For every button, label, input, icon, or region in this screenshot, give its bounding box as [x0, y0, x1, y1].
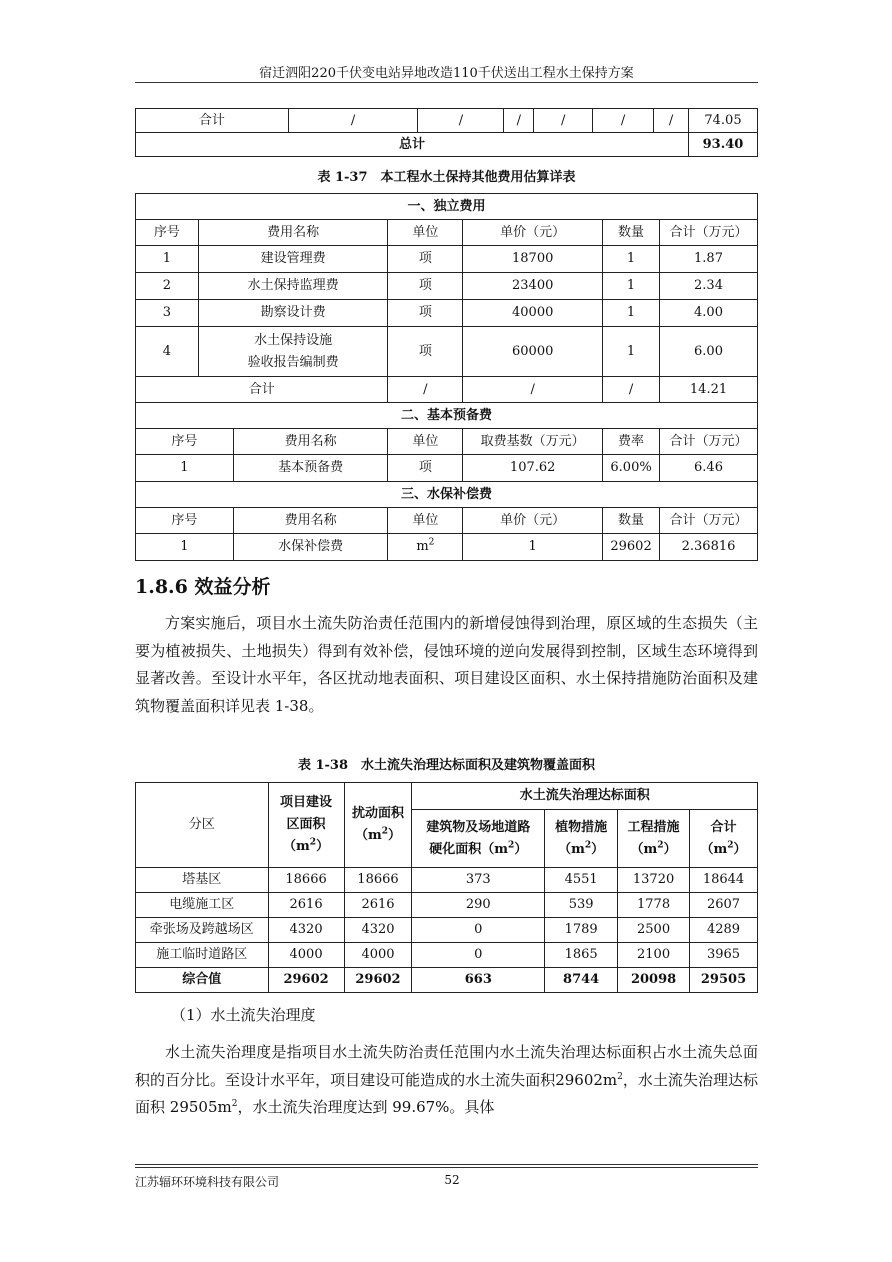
- cell-rate: 6.00%: [603, 455, 660, 482]
- footer-rule: [135, 1167, 758, 1168]
- table-row: [136, 868, 758, 893]
- cell-unit: 项: [388, 327, 463, 377]
- cell-eng: 2500: [618, 918, 690, 943]
- cell-total: 1.87: [660, 246, 758, 273]
- cell-eng: 2100: [618, 943, 690, 968]
- col-header: 单位: [388, 508, 463, 534]
- cell-no: 3: [136, 300, 199, 327]
- slash-cell: /: [534, 109, 593, 133]
- section-compensation: 三、水保补偿费: [136, 482, 758, 508]
- cell-build: 2616: [268, 893, 344, 918]
- cell-build: 4000: [268, 943, 344, 968]
- cell-plant: 539: [545, 893, 618, 918]
- col-header: 序号: [136, 220, 199, 246]
- cell-total: 18644: [690, 868, 758, 893]
- header-unit: $(m^2)$: [700, 840, 747, 857]
- footer-company: 江苏辐环环境科技有限公司: [135, 1175, 280, 1189]
- cell-price: 23400: [463, 273, 603, 300]
- sum-label: 合计: [136, 109, 289, 133]
- section-basic-reserve: 二、基本预备费: [136, 403, 758, 429]
- cell-name: 建设管理费: [198, 246, 388, 273]
- header-line: 硬化面积$(m^2)$: [429, 840, 528, 857]
- col-header: 费用名称: [233, 429, 388, 455]
- cell-qty: 1: [603, 300, 660, 327]
- cell-total: 3965: [690, 943, 758, 968]
- header-total: [690, 810, 758, 868]
- header-unit: $(m^2)$: [283, 837, 330, 854]
- cell-zone: 电缆施工区: [136, 893, 269, 918]
- cell-total: 2.34: [660, 273, 758, 300]
- table-1-37: [135, 193, 758, 561]
- table-row: [136, 327, 758, 377]
- section-independent-cost: 一、独立费用: [136, 194, 758, 220]
- cell-qty: 1: [603, 246, 660, 273]
- cell-price: 1: [463, 534, 603, 561]
- slash-cell: /: [288, 109, 418, 133]
- col-header: 费用名称: [233, 508, 388, 534]
- col-header: 合计（万元）: [660, 429, 758, 455]
- unit-text: m: [416, 539, 429, 554]
- cell-unit: 项: [388, 300, 463, 327]
- cell-unit: /: [388, 377, 463, 403]
- cell-name: 水保补偿费: [233, 534, 388, 561]
- table-row: [136, 918, 758, 943]
- unit-sup: 2: [428, 537, 435, 548]
- header-line: 区面积: [286, 817, 326, 832]
- table-1-38-caption: 表 1-38 水土流失治理达标面积及建筑物覆盖面积: [297, 758, 596, 773]
- header-hard-area: [412, 810, 545, 868]
- header-line: 项目建设: [280, 795, 333, 810]
- cell-disturb: 4000: [344, 943, 412, 968]
- cell-name-line: 验收报告编制费: [247, 354, 339, 370]
- paragraph-control-degree: [135, 1039, 758, 1122]
- sum-row: [136, 968, 758, 993]
- cell-name-line: 水土保持设施: [254, 332, 333, 348]
- cell-build: 4320: [268, 918, 344, 943]
- cell-unit: 项: [388, 273, 463, 300]
- cell-total: 14.21: [660, 377, 758, 403]
- header-line: 工程措施: [627, 819, 680, 835]
- header-line: 建筑物及场地道路: [426, 819, 531, 835]
- table-row: [136, 534, 758, 561]
- cell-hard: 663: [412, 968, 545, 993]
- cell-zone: 综合值: [136, 968, 269, 993]
- table-row: [136, 246, 758, 273]
- cell-price: 60000: [463, 327, 603, 377]
- cell-zone: 牵张场及跨越场区: [136, 918, 269, 943]
- col-header: 合计（万元）: [660, 220, 758, 246]
- table-row: [136, 455, 758, 482]
- cell-no: 4: [136, 327, 199, 377]
- table-1-38: [135, 782, 758, 993]
- cell-disturb: 18666: [344, 868, 412, 893]
- cell-price: /: [463, 377, 603, 403]
- sum-label: 合计: [136, 377, 388, 403]
- sum-value: 74.05: [688, 109, 757, 133]
- col-header: 费率: [603, 429, 660, 455]
- cell-unit: [388, 534, 463, 561]
- cell-disturb: 4320: [344, 918, 412, 943]
- cell-build: 29602: [268, 968, 344, 993]
- header-unit: $(m^2)$: [354, 826, 401, 843]
- cell-total: 6.00: [660, 327, 758, 377]
- cell-disturb: 2616: [344, 893, 412, 918]
- cell-plant: 8744: [545, 968, 618, 993]
- col-header: 单位: [388, 220, 463, 246]
- cell-plant: 1789: [545, 918, 618, 943]
- cell-no: 1: [136, 534, 234, 561]
- cell-unit: 项: [388, 455, 463, 482]
- header-disturb-area: [344, 783, 412, 868]
- col-header: 数量: [603, 220, 660, 246]
- cell-total: 2607: [690, 893, 758, 918]
- cell-qty: 1: [603, 273, 660, 300]
- page-number: 52: [444, 1173, 460, 1187]
- col-header: 费用名称: [198, 220, 388, 246]
- paragraph-text: 方案实施后，项目水土流失防治责任范围内的新增侵蚀得到治理，原区域的生态损失（主要为植被损失、土地损失）得到有效补偿，侵蚀环境的逆向发展得到控制，区域生态环境得到显著改善。至设计水平年，各区扰动地表面积、项目建设区面积、水土保持措施防治面积及建筑物覆盖面积详见表 1-38。: [135, 614, 758, 715]
- table-row: [136, 893, 758, 918]
- total-value: 93.40: [688, 133, 757, 157]
- cell-total: 6.46: [660, 455, 758, 482]
- cell-qty: /: [603, 377, 660, 403]
- table-row: [136, 943, 758, 968]
- cell-total: 2.36816: [660, 534, 758, 561]
- cell-qty: 1: [603, 327, 660, 377]
- cell-plant: 4551: [545, 868, 618, 893]
- col-header: 单价（元）: [463, 220, 603, 246]
- header-line: 扰动面积: [351, 806, 404, 821]
- cell-zone: 塔基区: [136, 868, 269, 893]
- cell-base: 107.62: [463, 455, 603, 482]
- section-heading: 1.8.6 效益分析: [135, 576, 271, 598]
- cell-hard: 0: [412, 943, 545, 968]
- col-header: 序号: [136, 508, 234, 534]
- cell-hard: 0: [412, 918, 545, 943]
- col-header: 取费基数（万元）: [463, 429, 603, 455]
- cell-name: 水土保持监理费: [198, 273, 388, 300]
- cell-name: [198, 327, 388, 377]
- cell-eng: 13720: [618, 868, 690, 893]
- prev-table-tail: [135, 108, 758, 157]
- cell-qty: 29602: [603, 534, 660, 561]
- total-label: 总计: [136, 133, 689, 157]
- table-row: [136, 273, 758, 300]
- item-heading: （1）水土流失治理度: [171, 1006, 316, 1024]
- header-zone: 分区: [136, 783, 269, 868]
- slash-cell: /: [504, 109, 534, 133]
- header-plant: [545, 810, 618, 868]
- col-header: 合计（万元）: [660, 508, 758, 534]
- cell-price: 18700: [463, 246, 603, 273]
- header-group: 水土流失治理达标面积: [412, 783, 758, 810]
- cell-total: 4.00: [660, 300, 758, 327]
- cell-price: 40000: [463, 300, 603, 327]
- paragraph-benefit: [135, 610, 758, 720]
- col-header: 单位: [388, 429, 463, 455]
- header-line: 合计: [710, 819, 737, 835]
- cell-zone: 施工临时道路区: [136, 943, 269, 968]
- cell-no: 1: [136, 246, 199, 273]
- cell-total: 4289: [690, 918, 758, 943]
- header-build-area: [268, 783, 344, 868]
- cell-hard: 373: [412, 868, 545, 893]
- cell-unit: 项: [388, 246, 463, 273]
- cell-build: 18666: [268, 868, 344, 893]
- paragraph-text: 水土流失治理度是指项目水土流失防治责任范围内水土流失治理达标面积占水土流失总面积的百分比。至设计水平年，项目建设可能造成的水土流失面积$29602m^2$，水土流失治理达标面积 $29505m^2$，水土流失治理度达到 99.67%。具体: [135, 1043, 758, 1116]
- cell-hard: 290: [412, 893, 545, 918]
- header-line: 植物措施: [555, 819, 608, 835]
- cell-plant: 1865: [545, 943, 618, 968]
- cell-eng: 20098: [618, 968, 690, 993]
- col-header: 序号: [136, 429, 234, 455]
- header-rule: [135, 82, 758, 83]
- slash-cell: /: [593, 109, 654, 133]
- page-header: 宿迁泗阳220千伏变电站异地改造110千伏送出工程水土保持方案: [259, 66, 634, 81]
- cell-disturb: 29602: [344, 968, 412, 993]
- slash-cell: /: [418, 109, 504, 133]
- cell-no: 1: [136, 455, 234, 482]
- header-engineering: [618, 810, 690, 868]
- cell-name: 基本预备费: [233, 455, 388, 482]
- header-unit: $(m^2)$: [630, 840, 677, 857]
- footer-rule: [135, 1164, 758, 1165]
- header-unit: $(m^2)$: [558, 840, 605, 857]
- sum-row: [136, 377, 758, 403]
- cell-eng: 1778: [618, 893, 690, 918]
- col-header: 单价（元）: [463, 508, 603, 534]
- col-header: 数量: [603, 508, 660, 534]
- table-1-37-caption: 表 1-37 本工程水土保持其他费用估算详表: [317, 170, 576, 185]
- cell-name: 勘察设计费: [198, 300, 388, 327]
- cell-no: 2: [136, 273, 199, 300]
- table-row: [136, 300, 758, 327]
- slash-cell: /: [654, 109, 689, 133]
- cell-total: 29505: [690, 968, 758, 993]
